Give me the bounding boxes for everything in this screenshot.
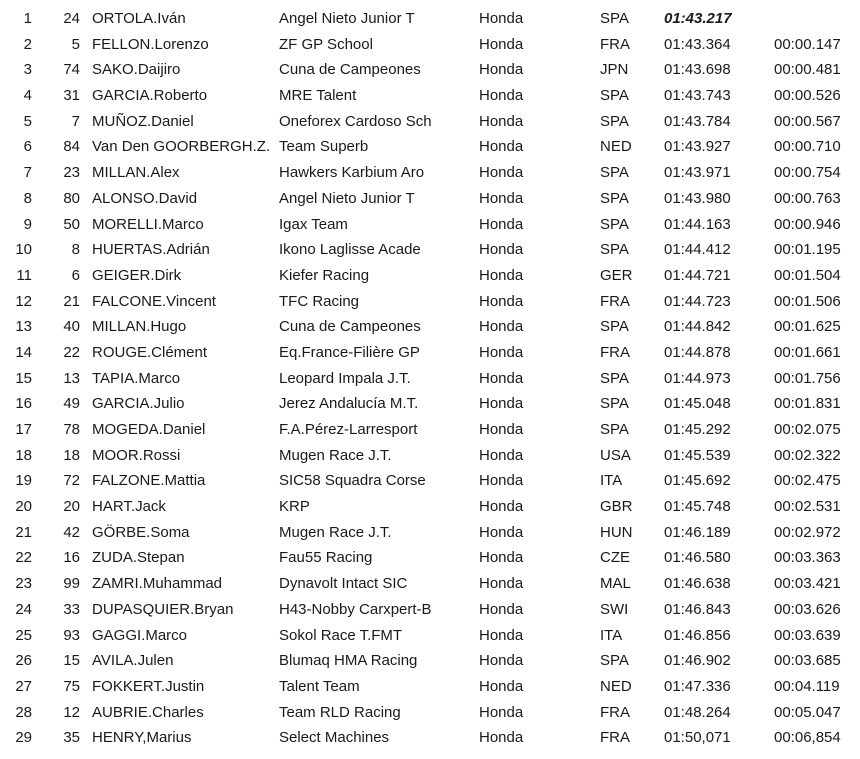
- table-row: [0, 109, 860, 135]
- position-cell: 1: [23, 10, 32, 27]
- rider-number-cell: 93: [63, 626, 80, 644]
- lap-time-cell: 01:45.692: [664, 472, 731, 490]
- rider-name-cell: FALZONE.Mattia: [92, 472, 206, 490]
- team-cell: KRP: [279, 498, 310, 516]
- position-cell: 22: [15, 549, 32, 567]
- manufacturer-cell: Honda: [479, 677, 524, 695]
- manufacturer-cell: Honda: [479, 164, 524, 182]
- nationality-cell: SWI: [600, 600, 629, 618]
- position-cell: 2: [23, 35, 32, 53]
- team-cell: Angel Nieto Junior T: [279, 10, 415, 27]
- rider-number-cell: 74: [63, 61, 80, 79]
- nationality-cell: MAL: [600, 575, 631, 593]
- rider-number-cell: 18: [63, 446, 80, 464]
- gap-cell: 00:01.661: [774, 343, 841, 361]
- gap-cell: 00:04.119: [774, 677, 840, 695]
- table-row: [0, 545, 860, 571]
- rider-number-cell: 7: [71, 112, 80, 130]
- manufacturer-cell: Honda: [479, 112, 524, 130]
- table-row: [0, 57, 860, 83]
- lap-time-cell: 01:43.364: [664, 35, 731, 53]
- rider-name-cell: ZUDA.Stepan: [92, 549, 185, 567]
- rider-number-cell: 84: [63, 138, 80, 156]
- rider-name-cell: MOOR.Rossi: [92, 446, 181, 464]
- team-cell: Hawkers Karbium Aro: [279, 164, 425, 182]
- rider-name-cell: GARCIA.Julio: [92, 395, 185, 413]
- nationality-cell: SPA: [600, 10, 629, 27]
- lap-time-cell: 01:45.292: [664, 421, 731, 438]
- position-cell: 27: [15, 677, 32, 695]
- lap-time-cell: 01:44.973: [664, 369, 731, 387]
- rider-name-cell: ZAMRI.Muhammad: [92, 575, 223, 593]
- position-cell: 20: [15, 498, 32, 516]
- lap-time-cell: 01:46.902: [664, 652, 731, 670]
- manufacturer-cell: Honda: [479, 266, 524, 284]
- nationality-cell: FRA: [600, 35, 630, 53]
- rider-number-cell: 80: [63, 189, 80, 207]
- nationality-cell: USA: [600, 446, 631, 464]
- manufacturer-cell: Honda: [479, 498, 524, 516]
- table-row: [0, 212, 860, 238]
- nationality-cell: SPA: [600, 164, 629, 182]
- gap-cell: 00:01.756: [774, 369, 841, 387]
- rider-number-cell: 12: [63, 703, 80, 721]
- gap-cell: 00:06,854: [774, 729, 841, 747]
- lap-time-cell: 01:43.927: [664, 138, 731, 156]
- rider-number-cell: 42: [63, 523, 80, 541]
- table-row: [0, 417, 860, 443]
- manufacturer-cell: Honda: [479, 292, 524, 310]
- table-row: [0, 494, 860, 520]
- rider-number-cell: 33: [63, 600, 80, 618]
- nationality-cell: FRA: [600, 703, 630, 721]
- team-cell: F.A.Pérez-Larresport: [279, 421, 418, 438]
- rider-name-cell: TAPIA.Marco: [92, 369, 181, 387]
- manufacturer-cell: Honda: [479, 626, 524, 644]
- rider-number-cell: 35: [63, 729, 80, 747]
- rider-number-cell: 31: [63, 87, 80, 105]
- table-row: [0, 32, 860, 58]
- rider-number-cell: 99: [63, 575, 80, 593]
- rider-name-cell: MUÑOZ.Daniel: [92, 112, 194, 130]
- manufacturer-cell: Honda: [479, 87, 524, 105]
- team-cell: Blumaq HMA Racing: [279, 652, 418, 670]
- position-cell: 8: [23, 189, 32, 207]
- rider-name-cell: MILLAN.Alex: [92, 164, 180, 182]
- table-row: [0, 468, 860, 494]
- manufacturer-cell: Honda: [479, 343, 524, 361]
- rider-name-cell: FALCONE.Vincent: [92, 292, 216, 310]
- lap-time-cell: 01:43.971: [664, 164, 731, 182]
- table-row: [0, 700, 860, 726]
- table-row: [0, 134, 860, 160]
- gap-cell: 00:03.421: [774, 575, 841, 593]
- position-cell: 29: [15, 729, 32, 747]
- lap-time-cell: 01:43.784: [664, 112, 731, 130]
- rider-name-cell: Van Den GOORBERGH.Z.: [92, 138, 271, 156]
- rider-number-cell: 49: [63, 395, 80, 413]
- position-cell: 7: [23, 164, 32, 182]
- rider-number-cell: 75: [63, 677, 80, 695]
- lap-time-cell: 01:44.878: [664, 343, 731, 361]
- position-cell: 17: [15, 421, 32, 438]
- table-row: [0, 340, 860, 366]
- rider-name-cell: GÖRBE.Soma: [92, 523, 190, 541]
- lap-time-cell: 01:46.580: [664, 549, 731, 567]
- team-cell: SIC58 Squadra Corse: [279, 472, 426, 490]
- lap-time-cell: 01:46.843: [664, 600, 731, 618]
- rider-name-cell: HENRY,Marius: [92, 729, 192, 747]
- rider-name-cell: FELLON.Lorenzo: [92, 35, 209, 53]
- position-cell: 21: [15, 523, 32, 541]
- lap-time-cell: 01:43.698: [664, 61, 731, 79]
- nationality-cell: SPA: [600, 421, 629, 438]
- gap-cell: 00:03.626: [774, 600, 841, 618]
- nationality-cell: NED: [600, 677, 632, 695]
- rider-name-cell: AVILA.Julen: [92, 652, 174, 670]
- position-cell: 14: [15, 343, 32, 361]
- nationality-cell: SPA: [600, 318, 629, 336]
- gap-cell: 00:01.625: [774, 318, 841, 336]
- gap-cell: 00:00.763: [774, 189, 841, 207]
- table-row: [0, 6, 860, 32]
- nationality-cell: SPA: [600, 241, 629, 259]
- lap-time-cell: 01:45.748: [664, 498, 731, 516]
- nationality-cell: NED: [600, 138, 632, 156]
- table-row: [0, 83, 860, 109]
- gap-cell: 00:03.363: [774, 549, 841, 567]
- position-cell: 16: [15, 395, 32, 413]
- lap-time-cell: 01:43.217: [664, 10, 732, 27]
- gap-cell: 00:02.075: [774, 421, 841, 438]
- nationality-cell: ITA: [600, 626, 623, 644]
- team-cell: Mugen Race J.T.: [279, 446, 392, 464]
- nationality-cell: SPA: [600, 215, 629, 233]
- rider-number-cell: 20: [63, 498, 80, 516]
- team-cell: Kiefer Racing: [279, 266, 370, 284]
- nationality-cell: CZE: [600, 549, 630, 567]
- manufacturer-cell: Honda: [479, 35, 524, 53]
- team-cell: Talent Team: [279, 677, 360, 695]
- gap-cell: 00:02.475: [774, 472, 841, 490]
- manufacturer-cell: Honda: [479, 215, 524, 233]
- rider-name-cell: DUPASQUIER.Bryan: [92, 600, 234, 618]
- gap-cell: 00:03.685: [774, 652, 841, 670]
- lap-time-cell: 01:44.721: [664, 266, 731, 284]
- table-row: [0, 391, 860, 417]
- team-cell: Cuna de Campeones: [279, 61, 421, 79]
- manufacturer-cell: Honda: [479, 395, 524, 413]
- table-row: [0, 674, 860, 700]
- manufacturer-cell: Honda: [479, 549, 524, 567]
- gap-cell: 00:03.639: [774, 626, 841, 644]
- manufacturer-cell: Honda: [479, 189, 524, 207]
- gap-cell: 00:05.047: [774, 703, 841, 721]
- gap-cell: 00:00.946: [774, 215, 841, 233]
- manufacturer-cell: Honda: [479, 600, 524, 618]
- rider-number-cell: 23: [63, 164, 80, 182]
- gap-cell: 00:02.972: [774, 523, 841, 541]
- position-cell: 25: [15, 626, 32, 644]
- rider-name-cell: GARCIA.Roberto: [92, 87, 208, 105]
- gap-cell: 00:00.710: [774, 138, 841, 156]
- manufacturer-cell: Honda: [479, 369, 524, 387]
- lap-time-cell: 01:43.743: [664, 87, 731, 105]
- rider-name-cell: ALONSO.David: [92, 189, 198, 207]
- table-row: [0, 314, 860, 340]
- rider-number-cell: 50: [63, 215, 80, 233]
- nationality-cell: SPA: [600, 652, 629, 670]
- nationality-cell: JPN: [600, 61, 629, 79]
- position-cell: 15: [15, 369, 32, 387]
- manufacturer-cell: Honda: [479, 10, 524, 27]
- gap-cell: 00:01.504: [774, 266, 841, 284]
- team-cell: Dynavolt Intact SIC: [279, 575, 408, 593]
- position-cell: 26: [15, 652, 32, 670]
- table-row: [0, 597, 860, 623]
- nationality-cell: HUN: [600, 523, 633, 541]
- gap-cell: 00:00.481: [774, 61, 841, 79]
- team-cell: MRE Talent: [279, 87, 357, 105]
- rider-number-cell: 72: [63, 472, 80, 490]
- table-row: [0, 186, 860, 212]
- position-cell: 13: [15, 318, 32, 336]
- rider-number-cell: 8: [71, 241, 80, 259]
- team-cell: Sokol Race T.FMT: [279, 626, 403, 644]
- manufacturer-cell: Honda: [479, 472, 524, 490]
- rider-name-cell: HART.Jack: [92, 498, 166, 516]
- rider-number-cell: 13: [63, 369, 80, 387]
- team-cell: Select Machines: [279, 729, 390, 747]
- manufacturer-cell: Honda: [479, 703, 524, 721]
- lap-time-cell: 01:48.264: [664, 703, 731, 721]
- rider-number-cell: 78: [63, 421, 80, 438]
- nationality-cell: FRA: [600, 729, 630, 747]
- lap-time-cell: 01:45.048: [664, 395, 731, 413]
- team-cell: Leopard Impala J.T.: [279, 369, 411, 387]
- position-cell: 28: [15, 703, 32, 721]
- table-row: [0, 443, 860, 469]
- nationality-cell: SPA: [600, 395, 629, 413]
- team-cell: Angel Nieto Junior T: [279, 189, 415, 207]
- nationality-cell: FRA: [600, 343, 630, 361]
- team-cell: Oneforex Cardoso Sch: [279, 112, 432, 130]
- rider-name-cell: MILLAN.Hugo: [92, 318, 187, 336]
- table-row: [0, 237, 860, 263]
- nationality-cell: ITA: [600, 472, 623, 490]
- table-row: [0, 520, 860, 546]
- manufacturer-cell: Honda: [479, 446, 524, 464]
- rider-number-cell: 5: [71, 35, 80, 53]
- table-row: [0, 571, 860, 597]
- position-cell: 12: [15, 292, 32, 310]
- gap-cell: 00:02.531: [774, 498, 841, 516]
- nationality-cell: SPA: [600, 189, 629, 207]
- table-row: [0, 648, 860, 674]
- manufacturer-cell: Honda: [479, 421, 524, 438]
- position-cell: 19: [15, 472, 32, 490]
- rider-name-cell: ORTOLA.Iván: [92, 10, 186, 27]
- team-cell: Eq.France-Filière GP: [279, 343, 420, 361]
- rider-name-cell: ROUGE.Clément: [92, 343, 208, 361]
- nationality-cell: SPA: [600, 369, 629, 387]
- team-cell: Team RLD Racing: [279, 703, 401, 721]
- nationality-cell: SPA: [600, 112, 629, 130]
- team-cell: Jerez Andalucía M.T.: [279, 395, 419, 413]
- position-cell: 10: [15, 241, 32, 259]
- team-cell: H43-Nobby Carxpert-B: [279, 600, 432, 618]
- gap-cell: 00:01.195: [774, 241, 841, 259]
- position-cell: 3: [23, 61, 32, 79]
- manufacturer-cell: Honda: [479, 575, 524, 593]
- position-cell: 23: [15, 575, 32, 593]
- gap-cell: 00:00.754: [774, 164, 841, 182]
- rider-name-cell: HUERTAS.Adrián: [92, 241, 210, 259]
- lap-time-cell: 01:43.980: [664, 189, 731, 207]
- lap-time-cell: 01:44.723: [664, 292, 731, 310]
- manufacturer-cell: Honda: [479, 318, 524, 336]
- lap-time-cell: 01:50,071: [664, 729, 731, 747]
- manufacturer-cell: Honda: [479, 523, 524, 541]
- gap-cell: 00:01.506: [774, 292, 841, 310]
- lap-time-cell: 01:44.842: [664, 318, 731, 336]
- position-cell: 11: [16, 266, 32, 284]
- manufacturer-cell: Honda: [479, 241, 524, 259]
- nationality-cell: SPA: [600, 87, 629, 105]
- table-row: [0, 289, 860, 315]
- position-cell: 4: [23, 87, 32, 105]
- table-row: [0, 366, 860, 392]
- team-cell: Cuna de Campeones: [279, 318, 421, 336]
- team-cell: Fau55 Racing: [279, 549, 373, 567]
- rider-name-cell: GEIGER.Dirk: [92, 266, 182, 284]
- rider-number-cell: 15: [63, 652, 80, 670]
- table-row: [0, 725, 860, 751]
- rider-number-cell: 22: [63, 343, 80, 361]
- lap-time-cell: 01:46.189: [664, 523, 731, 541]
- position-cell: 18: [15, 446, 32, 464]
- gap-cell: 00:00.567: [774, 112, 841, 130]
- gap-cell: 00:00.147: [774, 35, 841, 53]
- lap-time-cell: 01:46.638: [664, 575, 731, 593]
- lap-time-cell: 01:44.163: [664, 215, 731, 233]
- table-row: [0, 160, 860, 186]
- rider-name-cell: MOGEDA.Daniel: [92, 421, 206, 438]
- rider-number-cell: 6: [71, 266, 80, 284]
- position-cell: 24: [15, 600, 32, 618]
- position-cell: 6: [23, 138, 32, 156]
- position-cell: 5: [23, 112, 32, 130]
- table-row: [0, 623, 860, 649]
- lap-time-cell: 01:44.412: [664, 241, 731, 259]
- team-cell: Igax Team: [279, 215, 348, 233]
- rider-name-cell: GAGGI.Marco: [92, 626, 188, 644]
- table-row: [0, 263, 860, 289]
- rider-name-cell: AUBRIE.Charles: [92, 703, 204, 721]
- manufacturer-cell: Honda: [479, 652, 524, 670]
- gap-cell: 00:00.526: [774, 87, 841, 105]
- rider-number-cell: 16: [63, 549, 80, 567]
- lap-time-cell: 01:46.856: [664, 626, 731, 644]
- team-cell: Team Superb: [279, 138, 369, 156]
- rider-name-cell: FOKKERT.Justin: [92, 677, 205, 695]
- lap-time-cell: 01:47.336: [664, 677, 731, 695]
- rider-number-cell: 40: [63, 318, 80, 336]
- rider-number-cell: 24: [63, 10, 80, 27]
- gap-cell: 00:01.831: [774, 395, 841, 413]
- position-cell: 9: [23, 215, 32, 233]
- rider-name-cell: MORELLI.Marco: [92, 215, 204, 233]
- rider-name-cell: SAKO.Daijiro: [92, 61, 181, 79]
- rider-number-cell: 21: [63, 292, 80, 310]
- team-cell: Mugen Race J.T.: [279, 523, 392, 541]
- gap-cell: 00:02.322: [774, 446, 841, 464]
- manufacturer-cell: Honda: [479, 138, 524, 156]
- results-table: [0, 6, 860, 751]
- team-cell: TFC Racing: [279, 292, 360, 310]
- team-cell: ZF GP School: [279, 35, 373, 53]
- team-cell: Ikono Laglisse Acade: [279, 241, 421, 259]
- nationality-cell: GBR: [600, 498, 633, 516]
- nationality-cell: FRA: [600, 292, 630, 310]
- nationality-cell: GER: [600, 266, 633, 284]
- manufacturer-cell: Honda: [479, 61, 524, 79]
- manufacturer-cell: Honda: [479, 729, 524, 747]
- lap-time-cell: 01:45.539: [664, 446, 731, 464]
